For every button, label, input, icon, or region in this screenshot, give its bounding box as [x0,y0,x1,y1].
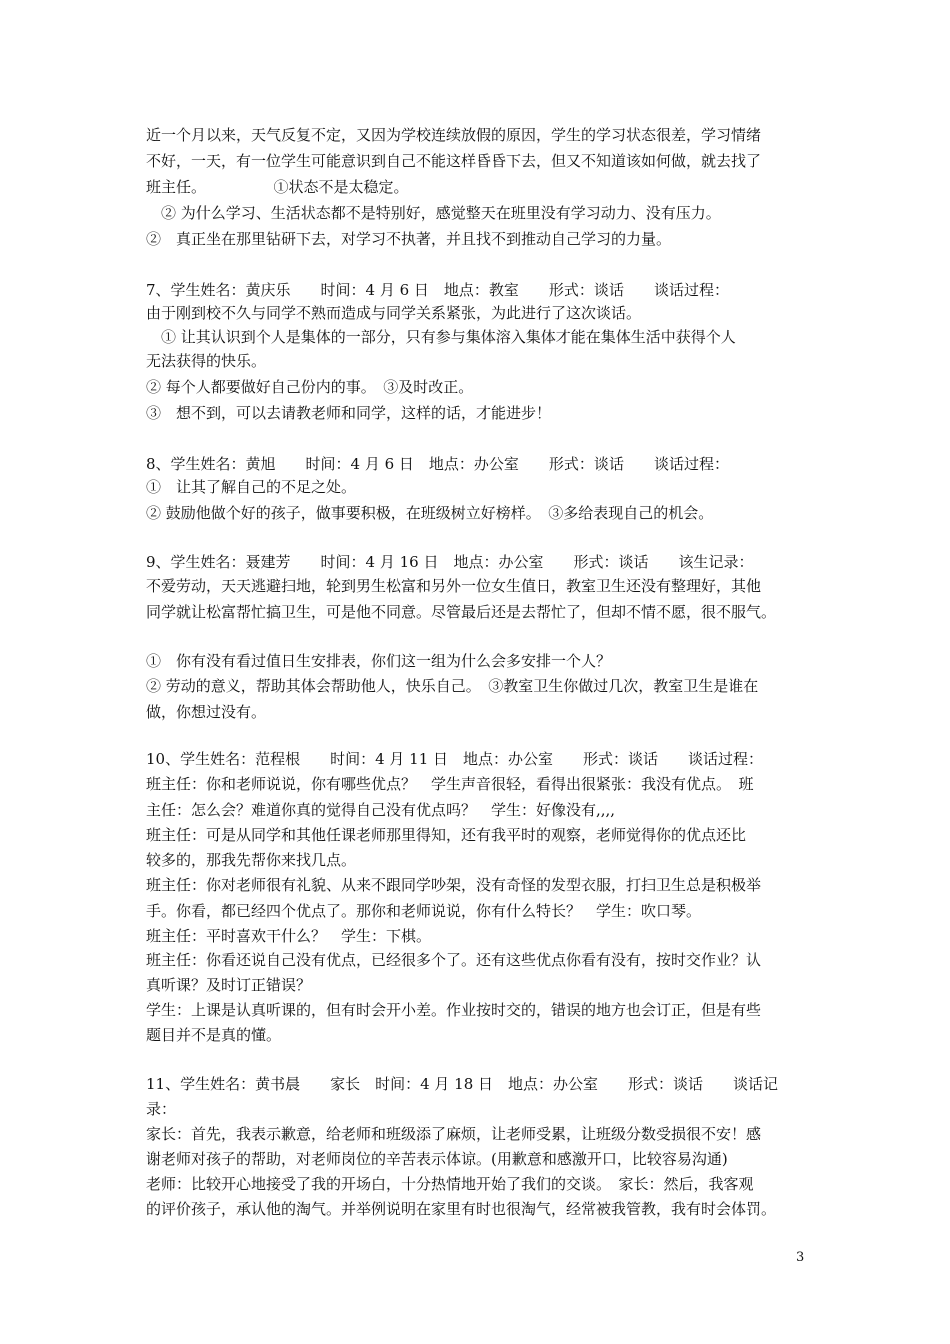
paragraph-line: 录： [146,1100,177,1118]
paragraph-line: 不爱劳动，天天逃避扫地，轮到男生松富和另外一位女生值日，教室卫生还没有整理好，其他 [146,577,762,595]
paragraph-line: ③ 想不到，可以去请教老师和同学，这样的话，才能进步！ [146,404,552,422]
paragraph-line: ① 让其认识到个人是集体的一部分，只有参与集体溶入集体才能在集体生活中获得个人 [146,328,736,346]
paragraph-line: ② 每个人都要做好自己份内的事。 ③及时改正。 [146,378,474,396]
paragraph-line: 班主任：你看还说自己没有优点，已经很多个了。还有这些优点你看有没有，按时交作业？认 [146,951,762,969]
section-heading: 10、学生姓名：范程根 时间：4 月 11 日 地点：办公室 形式：谈话 谈话过程： [146,750,764,768]
paragraph-line: 较多的，那我先帮你来找几点。 [146,851,357,869]
paragraph-line: ② 鼓励他做个好的孩子，做事要积极，在班级树立好榜样。 ③多给表现自己的机会。 [146,504,714,522]
paragraph-line: 手。你看，都已经四个优点了。那你和老师说说，你有什么特长？ 学生：吹口琴。 [146,902,702,920]
paragraph-line: 家长：首先，我表示歉意，给老师和班级添了麻烦，让老师受累，让班级分数受损很不安！感 [146,1125,762,1143]
section-heading: 8、学生姓名：黄旭 时间：4 月 6 日 地点：办公室 形式：谈话 谈话过程： [146,455,729,473]
page-number: 3 [796,1250,805,1265]
paragraph-line: 学生：上课是认真听课的，但有时会开小差。作业按时交的，错误的地方也会订正，但是有些 [146,1001,762,1019]
paragraph-line: ① 让其了解自己的不足之处。 [146,478,357,496]
paragraph-line: 班主任：平时喜欢干什么？ 学生：下棋。 [146,927,432,945]
paragraph-line: 无法获得的快乐。 [146,352,267,370]
section-heading: 9、学生姓名：聂建芳 时间：4 月 16 日 地点：办公室 形式：谈话 该生记录： [146,553,754,571]
paragraph-line: 班主任：你对老师很有礼貌、从来不跟同学吵架，没有奇怪的发型衣服，打扫卫生总是积极举 [146,876,762,894]
paragraph-line: 谢老师对孩子的帮助，对老师岗位的辛苦表示体谅。(用歉意和感激开口，比较容易沟通) [146,1150,728,1168]
paragraph-line: 班主任：可是从同学和其他任课老师那里得知，还有我平时的观察，老师觉得你的优点还比 [146,826,747,844]
paragraph-line: 班主任：你和老师说说，你有哪些优点？ 学生声音很轻，看得出很紧张：我没有优点。 班 [146,775,754,793]
paragraph-line: ② 真正坐在那里钻研下去，对学习不执著，并且找不到推动自己学习的力量。 [146,230,672,248]
paragraph-line: 做，你想过没有。 [146,703,267,721]
paragraph-line: ① 你有没有看过值日生安排表，你们这一组为什么会多安排一个人？ [146,652,612,670]
paragraph-line: 班主任。 ①状态不是太稳定。 [146,178,409,196]
section-heading: 11、学生姓名：黄书晨 家长 时间：4 月 18 日 地点：办公室 形式：谈话 谈话记 [146,1075,779,1093]
paragraph-line: 由于刚到校不久与同学不熟而造成与同学关系紧张，为此进行了这次谈话。 [146,304,642,322]
paragraph-line: 主任：怎么会？难道你真的觉得自己没有优点吗？ 学生：好像没有,,,, [146,801,616,819]
paragraph-line: 不好，一天，有一位学生可能意识到自己不能这样昏昏下去，但又不知道该如何做，就去找了 [146,152,762,170]
paragraph-line: 题目并不是真的懂。 [146,1026,282,1044]
paragraph-line: 同学就让松富帮忙搞卫生，可是他不同意。尽管最后还是去帮忙了，但却不情不愿，很不服气。 [146,603,777,621]
paragraph-line: ② 劳动的意义，帮助其体会帮助他人，快乐自己。 ③教室卫生你做过几次，教室卫生是谁在 [146,677,759,695]
paragraph-line: 近一个月以来，天气反复不定，又因为学校连续放假的原因，学生的学习状态很差，学习情绪 [146,126,762,144]
paragraph-line: ② 为什么学习、生活状态都不是特别好，感觉整天在班里没有学习动力、没有压力。 [146,204,721,222]
section-heading: 7、学生姓名：黄庆乐 时间：4 月 6 日 地点：教室 形式：谈话 谈话过程： [146,281,729,299]
paragraph-line: 老师：比较开心地接受了我的开场白，十分热情地开始了我们的交谈。 家长：然后，我客观 [146,1175,754,1193]
paragraph-line: 的评价孩子，承认他的淘气。并举例说明在家里有时也很淘气，经常被我管教，我有时会体罚。 [146,1200,777,1218]
paragraph-line: 真听课？及时订正错误？ [146,976,312,994]
